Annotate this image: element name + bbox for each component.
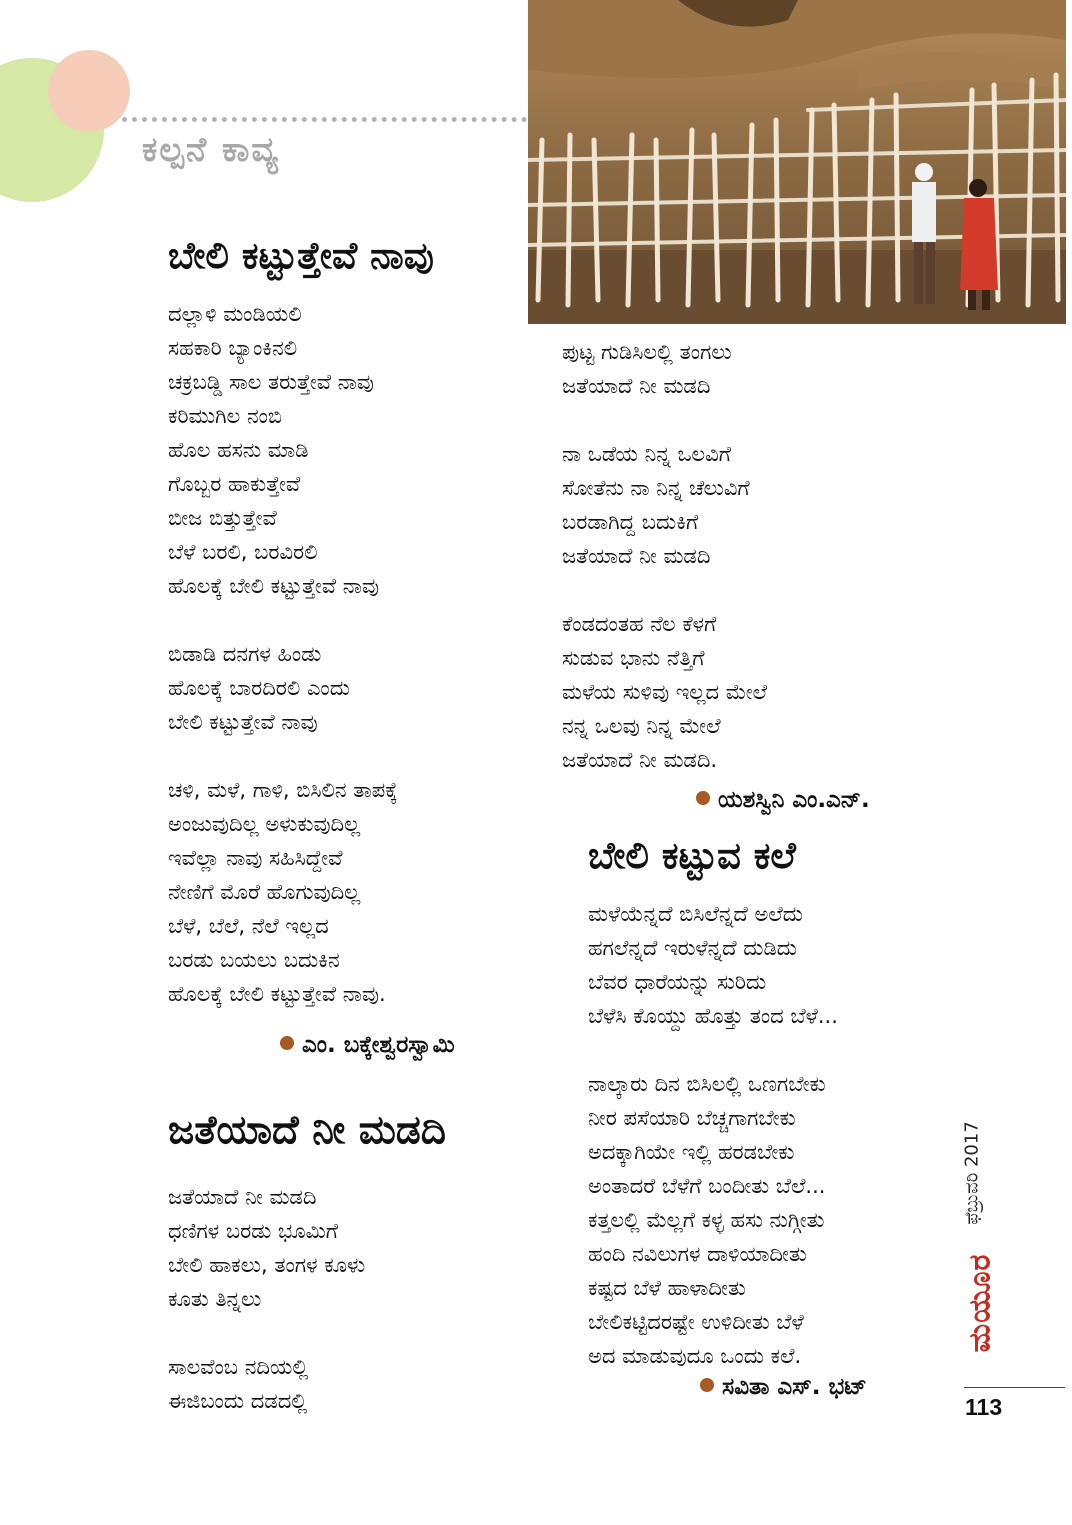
section-label: ಕಲ್ಪನೆ ಕಾವ್ಯ bbox=[142, 130, 280, 170]
dotted-divider bbox=[122, 117, 527, 122]
poem1-author-name: ಎಂ. ಬಕ್ಕೇಶ್ವರಸ್ವಾಮಿ bbox=[302, 1032, 455, 1058]
poem2-title: ಜತೆಯಾದೆ ನೀ ಮಡದಿ bbox=[168, 1108, 446, 1153]
magazine-logo-text: ಮಯೂರ bbox=[962, 1253, 998, 1352]
poem2-author bbox=[696, 787, 870, 813]
issue-date-text: ಫೆಬ್ರುವರಿ 2017 bbox=[961, 1121, 983, 1225]
page-number-rule bbox=[964, 1387, 1065, 1388]
poem3-author bbox=[700, 1374, 867, 1400]
poem2-text-left: ಜತೆಯಾದೆ ನೀ ಮಡದಿ ಧಣಿಗಳ ಬರಡು ಭೂಮಿಗೆ ಬೇಲಿ ಹಾಕಲು, ತಂಗಳ ಕೂಳು ಕೂತು ತಿನ್ನಲು ಸಾಲವೆಂಬ ನದಿಯಲ್ಲಿ ಈಜಿಬಂದು ದಡದಲ್ಲಿ bbox=[168, 1185, 366, 1413]
magazine-logo bbox=[958, 1240, 1002, 1365]
bullet-icon bbox=[696, 791, 710, 805]
bullet-icon bbox=[280, 1036, 294, 1050]
poem3-text: ಮಳೆಯೆನ್ನದೆ ಬಿಸಿಲೆನ್ನದೆ ಅಲೆದು ಹಗಲೆನ್ನದೆ ಇರುಳೆನ್ನದೆ ದುಡಿದು ಬೆವರ ಧಾರೆಯನ್ನು ಸುರಿದು ಬೆಳೆಸಿ ಕೊಯ್ದು ಹೊತ್ತು ತಂದ ಬೆಳೆ... ನಾಲ್ಕಾರು ದಿನ ಬಿಸಿಲಲ್ಲಿ ಒಣಗಬೇಕು ನೀರ ಪಸೆಯಾರಿ ಬೆಚ್ಚಗಾಗಬೇಕು ಅದಕ್ಕಾಗಿಯೇ ಇಲ್ಲಿ ಹರಡಬೇಕು ಅಂತಾದರೆ ಬೆಳೆಗೆ ಬಂದೀತು ಬೆಲೆ... ಕತ್ತಲಲ್ಲಿ ಮೆಲ್ಲಗೆ ಕಳ್ಳ ಹಸು ನುಗ್ಗೀತು ಹಂದಿ ನವಿಲುಗಳ ದಾಳಿಯಾದೀತು ಕಷ್ಟದ ಬೆಳೆ ಹಾಳಾದೀತು ಬೇಲಿಕಟ್ಟಿದರಷ್ಟೇ ಉಳಿದೀತು ಬೆಳೆ ಅದ ಮಾಡುವುದೂ ಒಂದು ಕಲೆ. bbox=[588, 902, 838, 1368]
fence-photo bbox=[528, 0, 1066, 324]
poem3-author-name: ಸವಿತಾ ಎಸ್. ಭಟ್ bbox=[722, 1374, 867, 1400]
poem1-title: ಬೇಲಿ ಕಟ್ಟುತ್ತೇವೆ ನಾವು bbox=[168, 234, 434, 277]
poem3-title: ಬೇಲಿ ಕಟ್ಟುವ ಕಲೆ bbox=[588, 834, 796, 877]
poem1-author bbox=[280, 1032, 455, 1058]
poem1-text: ದಲ್ಲಾಳಿ ಮಂಡಿಯಲಿ ಸಹಕಾರಿ ಬ್ಯಾಂಕಿನಲಿ ಚಕ್ರಬಡ್ಡಿ ಸಾಲ ತರುತ್ತೇವೆ ನಾವು ಕರಿಮುಗಿಲ ನಂಬಿ ಹೊಲ ಹಸನು ಮಾಡಿ ಗೊಬ್ಬರ ಹಾಕುತ್ತೇವೆ ಬೀಜ ಬಿತ್ತುತ್ತೇವೆ ಬೆಳೆ ಬರಲಿ, ಬರವಿರಲಿ ಹೊಲಕ್ಕೆ ಬೇಲಿ ಕಟ್ಟುತ್ತೇವೆ ನಾವು ಬಿಡಾಡಿ ದನಗಳ ಹಿಂಡು ಹೊಲಕ್ಕೆ ಬಾರದಿರಲಿ ಎಂದು ಬೇಲಿ ಕಟ್ಟುತ್ತೇವೆ ನಾವು ಚಳಿ, ಮಳೆ, ಗಾಳಿ, ಬಿಸಿಲಿನ ತಾಪಕ್ಕೆ ಅಂಜುವುದಿಲ್ಲ ಅಳುಕುವುದಿಲ್ಲ ಇವೆಲ್ಲಾ ನಾವು ಸಹಿಸಿದ್ದೇವೆ ನೇಣಿಗೆ ಮೊರೆ ಹೊಗುವುದಿಲ್ಲ ಬೆಳೆ, ಬೆಲೆ, ನೆಲೆ ಇಲ್ಲದ ಬರಡು ಬಯಲು ಬದುಕಿನ ಹೊಲಕ್ಕೆ ಬೇಲಿ ಕಟ್ಟುತ್ತೇವೆ ನಾವು. bbox=[168, 302, 398, 1006]
bullet-icon bbox=[700, 1378, 714, 1392]
page-number: 113 bbox=[965, 1394, 1003, 1420]
decorative-pink-circle bbox=[48, 50, 130, 132]
poem2-author-name: ಯಶಸ್ವಿನಿ ಎಂ.ಎನ್. bbox=[718, 787, 870, 813]
issue-date bbox=[952, 1108, 992, 1238]
poem2-text-right: ಪುಟ್ಟ ಗುಡಿಸಿಲಲ್ಲಿ ತಂಗಲು ಜತೆಯಾದೆ ನೀ ಮಡದಿ ನಾ ಒಡೆಯ ನಿನ್ನ ಒಲವಿಗೆ ಸೋತೆನು ನಾ ನಿನ್ನ ಚೆಲುವಿಗೆ ಬರಡಾಗಿದ್ದ ಬದುಕಿಗೆ ಜತೆಯಾದೆ ನೀ ಮಡದಿ ಕೆಂಡದಂತಹ ನೆಲ ಕೆಳಗೆ ಸುಡುವ ಭಾನು ನೆತ್ತಿಗೆ ಮಳೆಯ ಸುಳಿವು ಇಲ್ಲದ ಮೇಲೆ ನನ್ನ ಒಲವು ನಿನ್ನ ಮೇಲೆ ಜತೆಯಾದೆ ನೀ ಮಡದಿ. bbox=[562, 340, 768, 772]
